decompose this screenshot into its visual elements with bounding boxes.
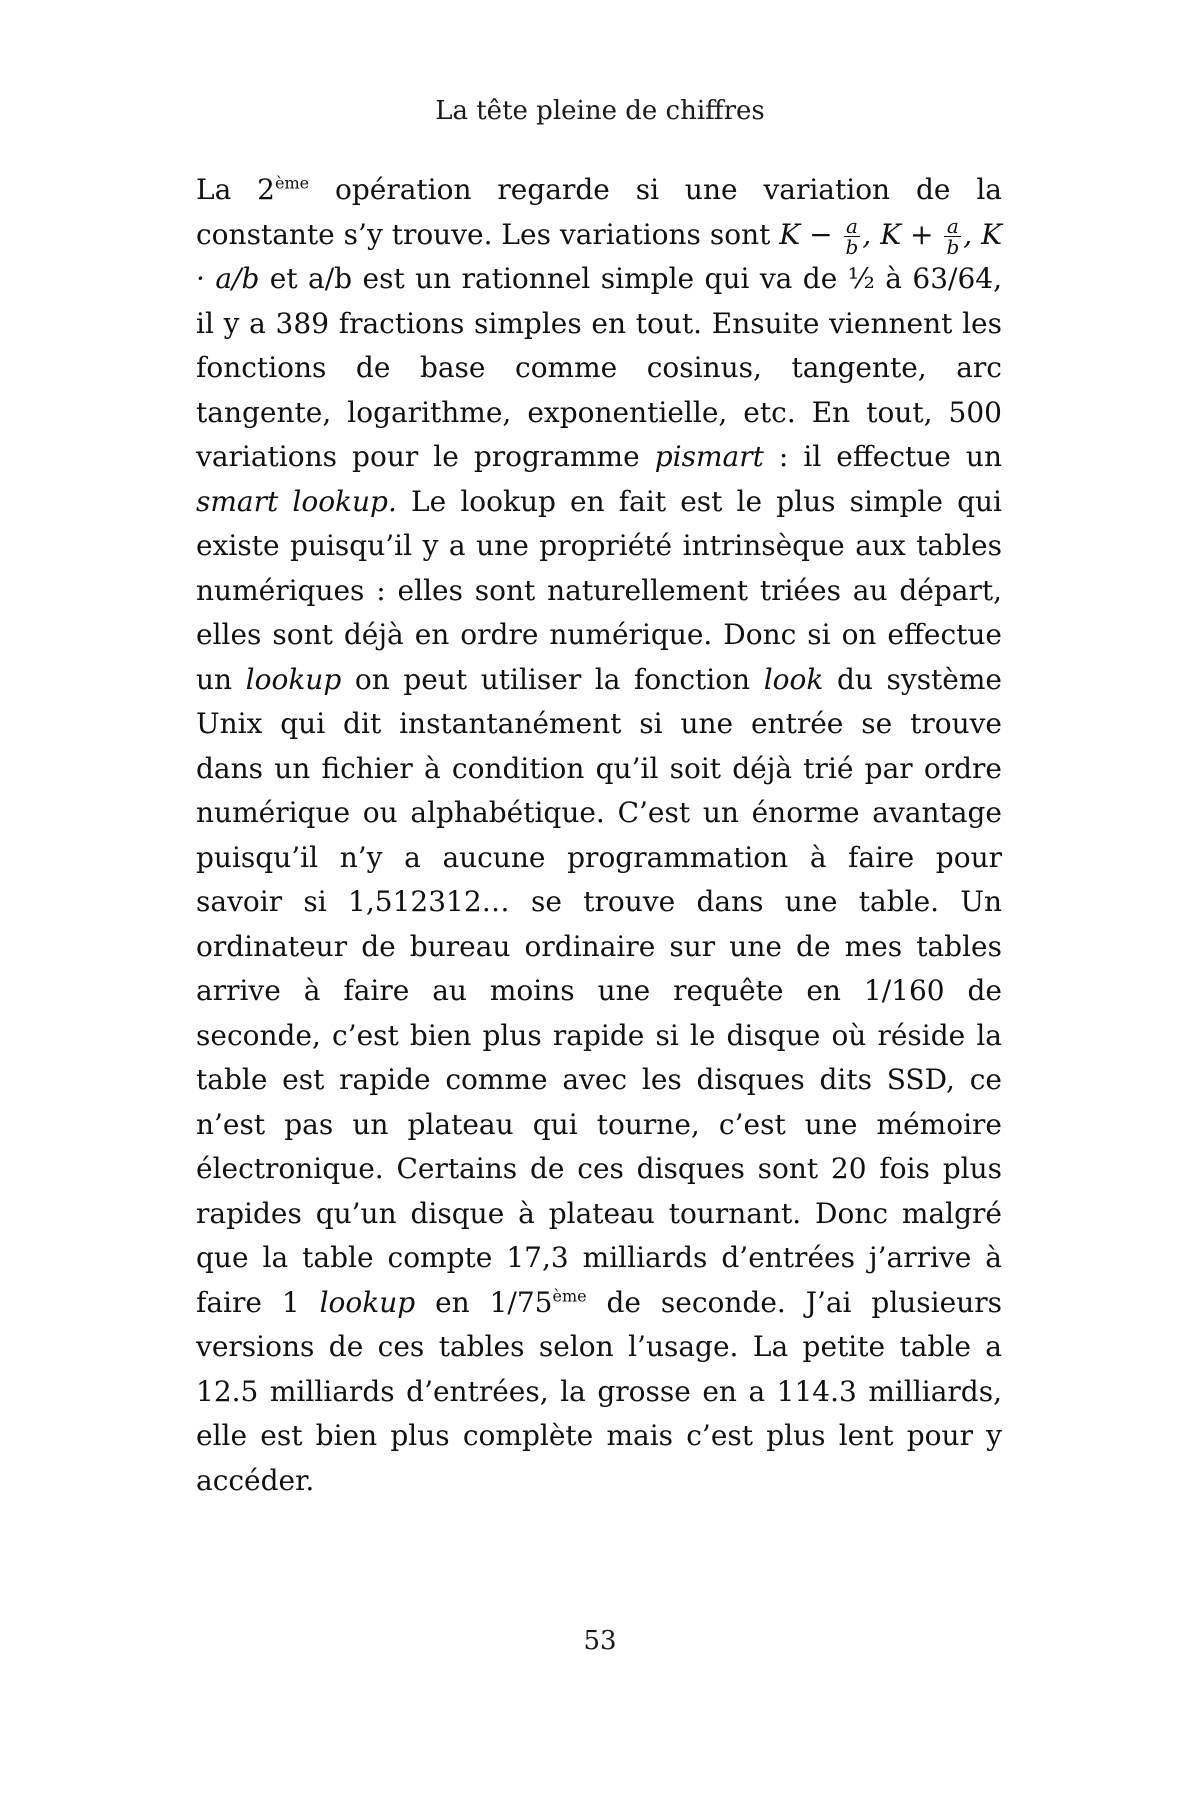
math-k: K [779, 217, 801, 251]
fraction-numerator: a [844, 216, 861, 237]
text-span: : il effectue un [763, 440, 1002, 473]
italic-term-lookup: lookup [319, 1285, 416, 1319]
italic-term-pismart: pismart [654, 440, 764, 473]
superscript-ordinal: ème [274, 173, 310, 193]
math-k-times-ab: , K · a/b [196, 217, 1002, 295]
paragraph [196, 168, 1002, 1503]
text-span: de seconde. J’ai plusieurs versions de ces tables selon l’usage. La petite table a 12.5 milliards d’entrées, la grosse en a 114.3 milliards, elle est bien plus complète mais c’est plus lent pour y accéder. [196, 1285, 1002, 1497]
text-span: et a/b est un rationnel simple qui va de ½ à 63/64, il y a 389 fractions simples en tout. Ensuite viennent les fonctions de base comme cosinus, tangente, arc tangente, logarithme, exponentielle, etc. En tout, 500 variations pour le programme [196, 262, 1002, 473]
fraction-denominator: b [845, 234, 859, 259]
text-span: on peut utiliser la fonction [341, 662, 764, 696]
math-comma-k-plus: , K + [862, 217, 934, 251]
superscript-ordinal: ème [552, 1286, 587, 1306]
page-number: 53 [583, 1626, 617, 1656]
text-span: Le lookup en fait est le plus simple qui existe puisqu’il y a une propriété intrinsèque aux tables numériques : elles sont naturellement triées au départ, elles sont déjà en ordre numérique. Donc si on effectue un [196, 484, 1002, 696]
fraction-denominator: b [946, 234, 960, 259]
fraction-a-over-b [844, 213, 861, 259]
italic-term-smart-lookup: smart lookup. [196, 484, 397, 518]
text-span: La 2 [196, 173, 275, 206]
math-minus: − [800, 217, 842, 251]
fraction-numerator: a [944, 216, 961, 237]
fraction-a-over-b [944, 213, 961, 259]
italic-term-look: look [763, 662, 824, 696]
body-paragraph [196, 168, 1002, 1503]
italic-term-lookup: lookup [245, 662, 342, 696]
text-span: en 1/75 [415, 1285, 553, 1319]
text-span: du système Unix qui dit instantanément si une entrée se trouve dans un fichier à condition qu’il soit déjà trié par ordre numérique ou alphabétique. C’est un énorme avantage puisqu’il n’y a aucune programmation à faire pour savoir si 1,512312… se trouve dans une table. Un ordinateur de bureau ordinaire sur une de mes tables arrive à faire au moins une requête en 1/160 de seconde, c’est bien plus rapide si le disque où réside la table est rapide comme avec les disques dits SSD, ce n’est pas un plateau qui tourne, c’est une mémoire électronique. Certains de ces disques sont 20 fois plus rapides qu’un disque à plateau tournant. Donc malgré que la table compte 17,3 milliards d’entrées j’arrive à faire 1 [196, 662, 1003, 1319]
running-header-title: La tête pleine de chiffres [435, 96, 765, 126]
text-span: opération regarde si une variation de la constante s’y trouve. Les variations sont [196, 173, 1002, 251]
